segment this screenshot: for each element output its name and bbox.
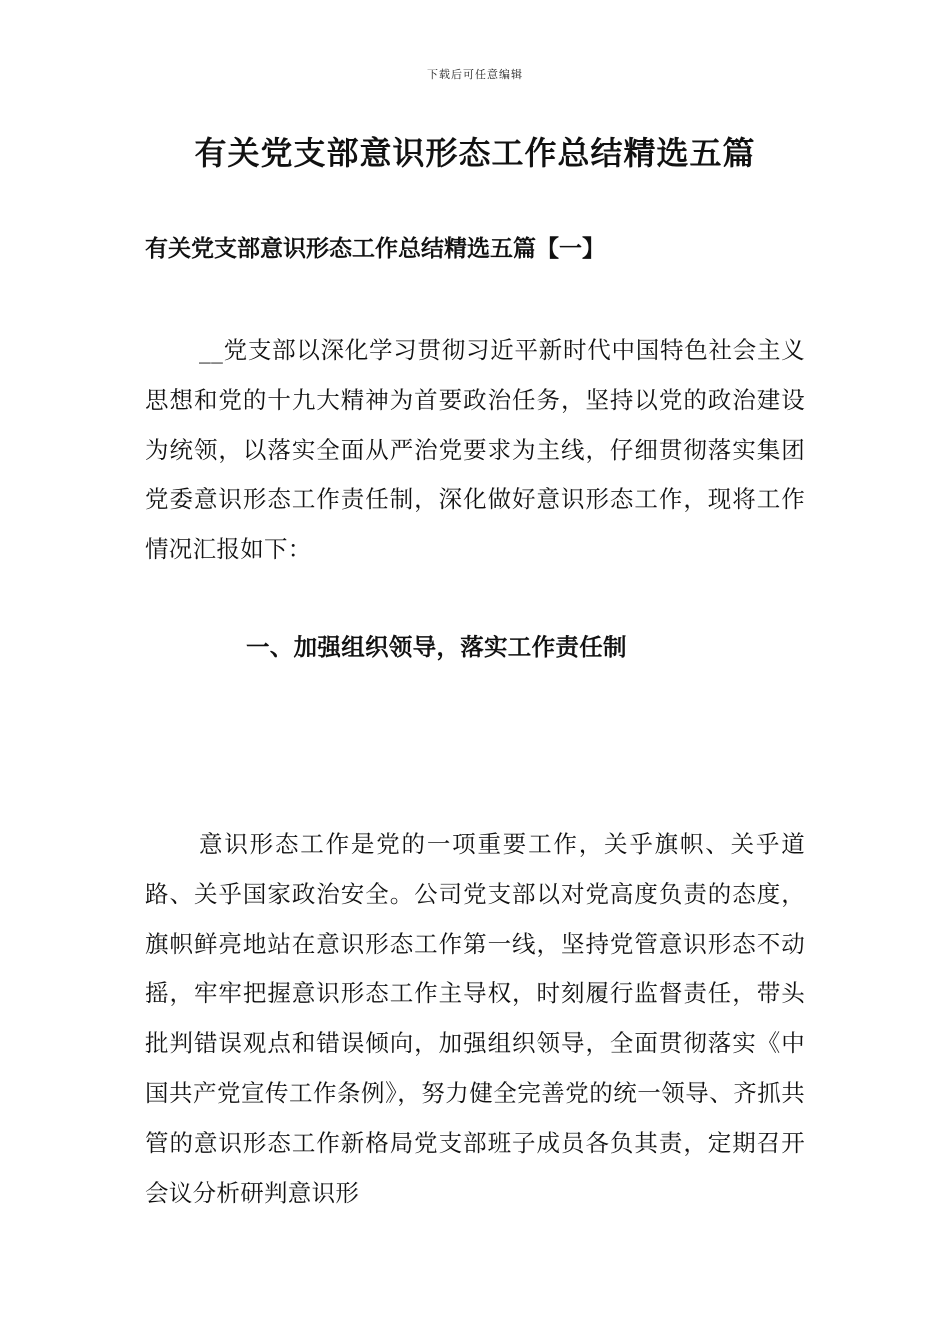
document-title: 有关党支部意识形态工作总结精选五篇: [194, 134, 756, 172]
sub-heading-organization: 一、加强组织领导，落实工作责任制: [246, 633, 627, 661]
section-heading: 有关党支部意识形态工作总结精选五篇【一】: [145, 235, 605, 262]
body-paragraph: 意识形态工作是党的一项重要工作，关乎旗帜、关乎道路、关乎国家政治安全。公司党支部以对党高度负责的态度，旗帜鲜亮地站在意识形态工作第一线，坚持党管意识形态不动摇，牢牢把握意识形态工作主导权，时刻履行监督责任，带头批判错误观点和错误倾向，加强组织领导，全面贯彻落实《中国共产党宣传工作条例》，努力健全完善党的统一领导、齐抓共管的意识形态工作新格局党支部班子成员各负其责，定期召开会议分析研判意识形: [145, 830, 805, 1207]
intro-paragraph: __党支部以深化学习贯彻习近平新时代中国特色社会主义思想和党的十九大精神为首要政治任务，坚持以党的政治建设为统领，以落实全面从严治党要求为主线，仔细贯彻落实集团党委意识形态工作责任制，深化做好意识形态工作，现将工作情况汇报如下：: [145, 336, 805, 564]
header-note: 下载后可任意编辑: [427, 68, 523, 81]
